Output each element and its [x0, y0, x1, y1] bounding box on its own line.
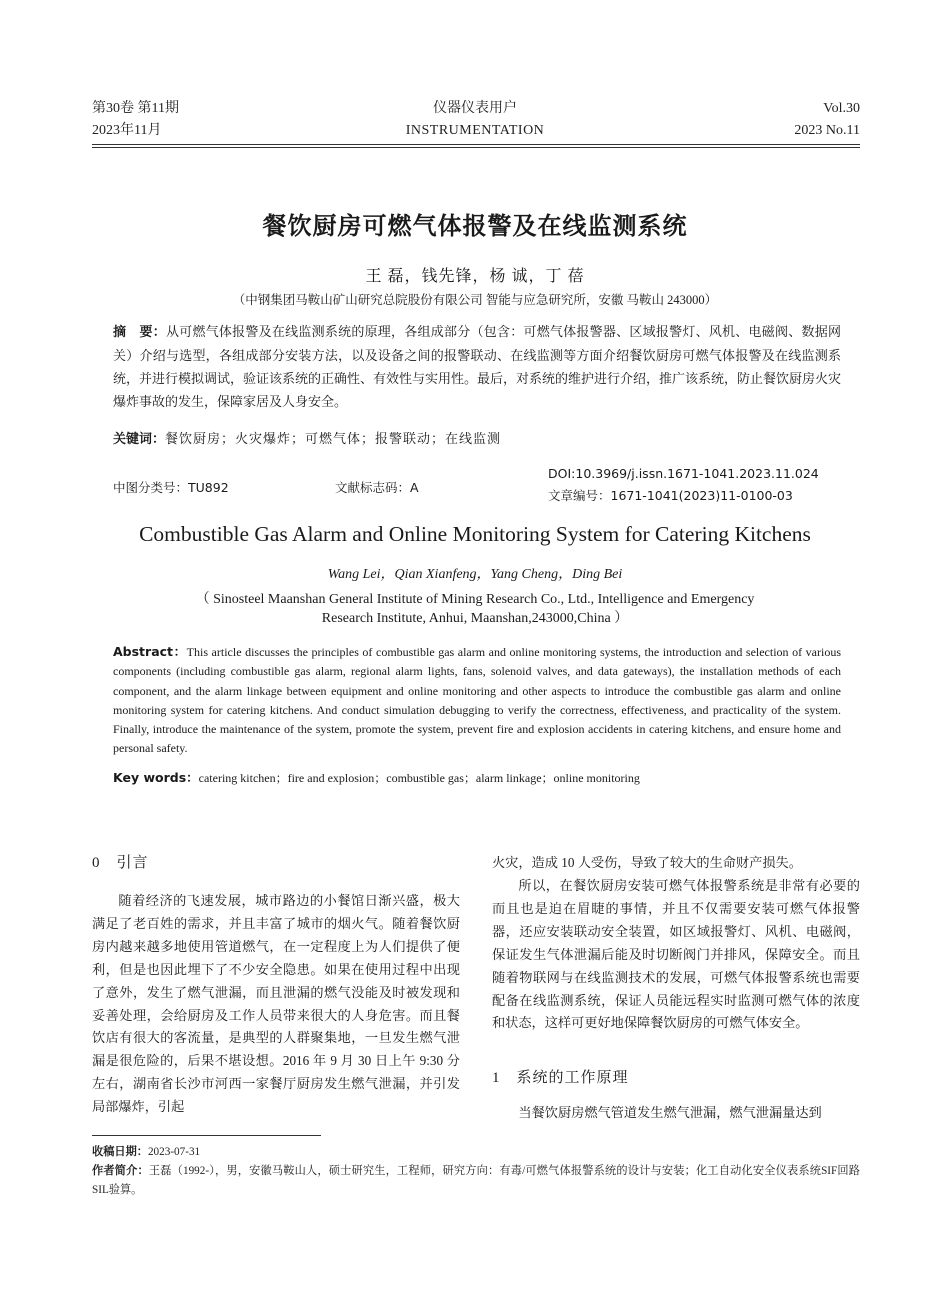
received-value: 2023-07-31 [147, 1146, 201, 1158]
affiliation-en [0, 590, 950, 628]
right-column-paragraph-1: 所以，在餐饮厨房安装可燃气体报警系统是非常有必要的而且也是迫在眉睫的事情，并且不仅需要安装可燃气体报警器，还应安装联动安全装置，如区域报警灯、风机、电磁阀，保证发生气体泄漏后能及时切断阀门并排风，保障安全。而且随着物联网与在线监测技术的发展，可燃气体报警系统也需要配备在线监测系统，保证人员能远程实时监测可燃气体的浓度和状态，这样可更好地保障餐饮厨房的可燃气体安全。 [492, 878, 860, 1031]
volume-issue-cn: 第30卷 第11期 [92, 101, 179, 116]
keywords-cn [113, 427, 841, 451]
date-cn: 2023年11月 [92, 123, 162, 138]
header-right [700, 98, 860, 142]
paper-title-en: Combustible Gas Alarm and Online Monitoring System for Catering Kitchens [139, 522, 811, 546]
keywords-en-text: catering kitchen；fire and explosion；combustible gas；alarm linkage；online monitoring [198, 771, 640, 785]
abstract-cn [113, 320, 841, 413]
abstract-cn-text: 从可燃气体报警及在线监测系统的原理，各组成部分（包含：可燃气体报警器、区域报警灯、风机、电磁阀、数据网关）介绍与选型，各组成部分安装方法，以及设备之间的报警联动、在线监测等方面介绍餐饮厨房可燃气体报警及在线监测系统，并进行模拟调试，验证该系统的正确性、有效性与实用性。最后，对系统的维护进行介绍，推广该系统，防止餐饮厨房火灾爆炸事故的发生，保障家居及人身安全。 [113, 324, 842, 409]
section-0-heading: 0 引言 [92, 855, 149, 871]
header-left [92, 98, 179, 142]
authors-cn: 王 磊，钱先锋，杨 诚，丁 蓓 [365, 268, 585, 285]
section-0-paragraph-1: 随着经济的飞速发展，城市路边的小餐馆日渐兴盛，极大满足了老百姓的需求，并且丰富了城市的烟火气。随着餐饮厨房内越来越多地使用管道燃气，在一定程度上为人们提供了便利，但是也因此埋下了不少安全隐患。如果在使用过程中出现了意外，发生了燃气泄漏，而且泄漏的燃气没能及时被发现和妥善处理，会给厨房及工作人员带来很大的人身危害。而且餐饮店有很大的客流量，是典型的人群聚集地，一旦发生燃气泄漏是很危险的，后果不堪设想。2016 年 9 月 30 日上午 9:30 分左右，湖南省长沙市河西一家餐厅厨房发生燃气泄漏，并引发局部爆炸，引起 [92, 893, 460, 1115]
keywords-cn-label: 关键词： [113, 432, 166, 447]
document-code: 文献标志码：A [335, 480, 419, 495]
header-center [360, 98, 590, 142]
clc-number: 中图分类号：TU892 [113, 480, 229, 495]
affiliation-en-line2: Research Institute, Anhui, Maanshan,243000,China ） [321, 611, 629, 626]
paper-title-cn: 餐饮厨房可燃气体报警及在线监测系统 [262, 212, 688, 240]
footnote-rule [92, 1135, 321, 1136]
journal-name-cn: 仪器仪表用户 [433, 101, 517, 116]
keywords-en [113, 768, 841, 788]
abstract-en-label: Abstract： [113, 644, 187, 659]
section-1-heading: 1 系统的工作原理 [492, 1070, 629, 1086]
affiliation-cn: （中钢集团马鞍山矿山研究总院股份有限公司 智能与应急研究所，安徽 马鞍山 243000） [232, 293, 718, 307]
received-label: 收稿日期： [92, 1145, 148, 1158]
right-column-continuation: 火灾，造成 10 人受伤，导致了较大的生命财产损失。 [492, 855, 802, 870]
doi: DOI:10.3969/j.issn.1671-1041.2023.11.024 [548, 466, 819, 481]
author-bio-label: 作者简介： [92, 1164, 149, 1177]
keywords-en-label: Key words： [113, 770, 199, 785]
affiliation-en-line1: （ Sinosteel Maanshan General Institute of Mining Research Co., Ltd., Intelligence and Emergency [195, 592, 755, 607]
article-number: 文章编号：1671-1041(2023)11-0100-03 [548, 488, 793, 503]
header-rule-top [92, 144, 860, 145]
abstract-en [113, 642, 841, 759]
authors-en: Wang Lei，Qian Xianfeng，Yang Cheng，Ding Bei [327, 567, 623, 582]
volume-en: Vol.30 [823, 101, 860, 116]
keywords-cn-text: 餐饮厨房；火灾爆炸；可燃气体；报警联动；在线监测 [165, 431, 502, 446]
abstract-cn-label: 摘 要： [113, 325, 166, 340]
author-bio-text: 王磊（1992-），男，安徽马鞍山人，硕士研究生，工程师，研究方向：有毒/可燃气体报警系统的设计与安装；化工自动化安全仪表系统SIF回路SIL验算。 [92, 1165, 860, 1196]
abstract-en-text: This article discusses the principles of combustible gas alarm and online monitoring systems, the introduction and selection of various components (including combustible gas alarm, regional alarm lights, fans, solenoid valves, and data gateways), the installation methods of each component, and the alarm linkage between equipment and online monitoring and other aspects to introduce the combustible gas alarm and online monitoring system for catering kitchens. And conduct simulation debugging to verify the correctness, effectiveness, and practicality of the system. Finally, introduce the maintenance of the system, promote the system, prevent fire and explosion accidents in catering kitchens, and ensure home and personal safety. [113, 645, 841, 756]
header-rule-bottom [92, 147, 860, 148]
issue-en: 2023 No.11 [794, 123, 860, 138]
section-1-paragraph-1: 当餐饮厨房燃气管道发生燃气泄漏，燃气泄漏量达到 [518, 1105, 822, 1120]
received-date [92, 1143, 860, 1162]
author-bio [92, 1162, 860, 1199]
journal-name-en: INSTRUMENTATION [405, 123, 545, 138]
